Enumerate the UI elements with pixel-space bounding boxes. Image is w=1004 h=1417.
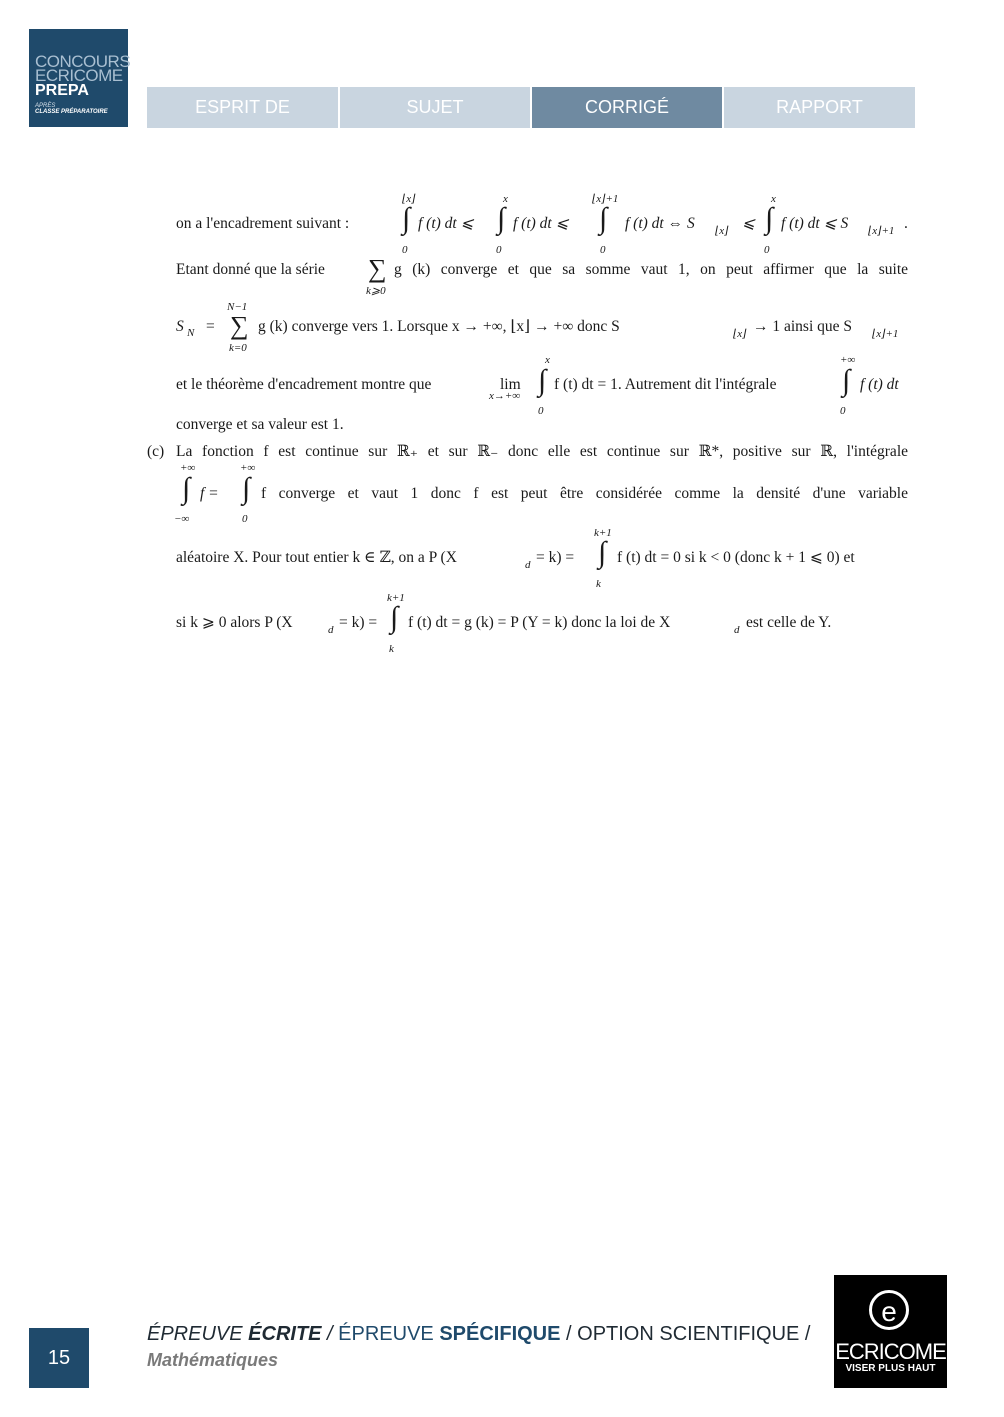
brand-name: ECRICOME [835, 1339, 946, 1364]
int3-upper: ⌊x⌋+1 [592, 193, 619, 205]
int-upper: k+1 [387, 592, 405, 604]
item-label-c: (c) [147, 443, 165, 460]
int-lower: −∞ [174, 513, 190, 525]
int2-lower: 0 [496, 244, 502, 256]
text-encadrement: on a l'encadrement suivant : [176, 215, 350, 232]
subscript: ⌊x⌋ [715, 225, 729, 237]
text-proba-nulle: f (t) dt = 0 si k < 0 (donc k + 1 ⩽ 0) et [617, 549, 855, 566]
text-si-k: si k ⩾ 0 alors P (X [176, 614, 293, 631]
logo-text-concours: CONCOURS [35, 52, 131, 71]
sum-sub: k=0 [229, 342, 247, 354]
integral-sign: ∫ [497, 202, 506, 235]
tab-rapport[interactable]: RAPPORT [724, 87, 915, 128]
subscript: d [525, 559, 531, 571]
tab-corrige[interactable]: CORRIGÉ [532, 87, 722, 128]
equals: = [206, 318, 215, 335]
subscript: N [187, 327, 195, 339]
sum-sign: ∑ [368, 254, 387, 283]
int-lower: 0 [538, 405, 544, 417]
text-densite: f converge et vaut 1 donc f est peut être considérée comme la densité d'une variable [261, 485, 908, 502]
math-expr: = k) = [536, 549, 575, 566]
subscript: ⌊x⌋+1 [868, 225, 895, 237]
integral-sign: ∫ [538, 364, 547, 397]
int-lower: 0 [242, 513, 248, 525]
int-upper: x [545, 354, 550, 366]
int-upper: +∞ [180, 462, 196, 474]
lim-text: lim [500, 376, 521, 393]
int1-upper: ⌊x⌋ [402, 193, 416, 205]
integral-sign: ∫ [598, 536, 607, 569]
math-expr: f (t) dt [860, 376, 899, 393]
int4-lower: 0 [764, 244, 770, 256]
period: . [904, 215, 908, 232]
int-upper: +∞ [240, 462, 256, 474]
footer-epreuve: ÉPREUVE [147, 1323, 249, 1345]
integral-sign: ∫ [599, 202, 608, 235]
sum-top: N−1 [227, 301, 248, 313]
tab-sujet[interactable]: SUJET [340, 87, 530, 128]
logo-text-ecricome: ECRICOME [35, 66, 123, 85]
text-ainsi: → 1 ainsi que S [753, 318, 853, 335]
math-expr: f (t) dt ⇔ S [625, 215, 695, 232]
integral-sign: ∫ [390, 601, 399, 634]
page-number: 15 [29, 1328, 89, 1388]
logo-text-apres: APRÈS [35, 103, 56, 109]
text-converge-content: g (k) converge et que sa somme vaut 1, on peut affirmer que la suite [394, 261, 908, 278]
text-serie: Etant donné que la série [176, 261, 325, 278]
math-expr: = k) = [339, 614, 378, 631]
sum-sub: k⩾0 [366, 285, 386, 297]
text-aleatoire: aléatoire X. Pour tout entier k ∈ ℤ, on a P (X [176, 549, 457, 566]
brand-e-icon: e [869, 1290, 909, 1330]
subscript: d [328, 624, 334, 636]
text-autrement: f (t) dt = 1. Autrement dit l'intégrale [554, 376, 777, 393]
int4-upper: x [771, 193, 776, 205]
text-fonction: La fonction f est continue sur ℝ₊ et sur ℝ₋ donc elle est continue sur ℝ*, positive sur ℝ, l'intégrale [176, 443, 908, 460]
brand-tagline: VISER PLUS HAUT [845, 1363, 936, 1374]
int-lower: 0 [840, 405, 846, 417]
int-lower: k [389, 643, 394, 655]
logo-text-classe: CLASSE PRÉPARATOIRE [35, 109, 108, 115]
footer-ecrite: ÉCRITE [248, 1323, 322, 1345]
int2-upper: x [503, 193, 508, 205]
integral-sign: ∫ [765, 202, 774, 235]
math-expr: f (t) dt ⩽ [418, 215, 474, 232]
logo-text-prepa: PREPA [35, 82, 89, 99]
text-valeur: converge et sa valeur est 1. [176, 416, 344, 433]
text-converge [394, 261, 908, 279]
text-theoreme: et le théorème d'encadrement montre que [176, 376, 432, 393]
tab-esprit-epreuve[interactable]: ESPRIT DE L'ÉPREUVE [147, 87, 338, 128]
math-expr: ⩽ [742, 215, 755, 232]
integral-sign: ∫ [242, 472, 251, 505]
int-upper: +∞ [840, 354, 856, 366]
math-expr: f (t) dt ⩽ [513, 215, 569, 232]
footer-epreuve-2: ÉPREUVE [338, 1323, 440, 1345]
integral-sign: ∫ [842, 364, 851, 397]
subscript: ⌊x⌋ [733, 328, 747, 340]
text-loi: f (t) dt = g (k) = P (Y = k) donc la loi de X [408, 614, 671, 631]
ecricome-brand-logo [834, 1275, 947, 1388]
footer-title [147, 1322, 811, 1346]
footer-specifique: SPÉCIFIQUE [439, 1323, 561, 1345]
int-lower: k [596, 578, 601, 590]
text-celle-de-y: est celle de Y. [746, 614, 832, 631]
int3-lower: 0 [600, 244, 606, 256]
integral-sign: ∫ [182, 472, 191, 505]
footer-sep: / [321, 1323, 339, 1345]
subscript: ⌊x⌋+1 [872, 328, 899, 340]
int-upper: k+1 [594, 527, 612, 539]
integral-sign: ∫ [402, 202, 411, 235]
math-expr: f = [200, 485, 219, 502]
math-expr: f (t) dt ⩽ S [781, 215, 849, 232]
text-lorsque: g (k) converge vers 1. Lorsque x → +∞, ⌊x⌋ → +∞ donc S [258, 318, 620, 335]
sum-sign: ∑ [230, 311, 249, 340]
subscript: d [734, 624, 740, 636]
int1-lower: 0 [402, 244, 408, 256]
math-expr: S [176, 318, 184, 335]
footer-subject: Mathématiques [147, 1350, 279, 1370]
footer-option: / OPTION SCIENTIFIQUE / [560, 1323, 811, 1345]
lim-sub: x→+∞ [489, 390, 521, 402]
